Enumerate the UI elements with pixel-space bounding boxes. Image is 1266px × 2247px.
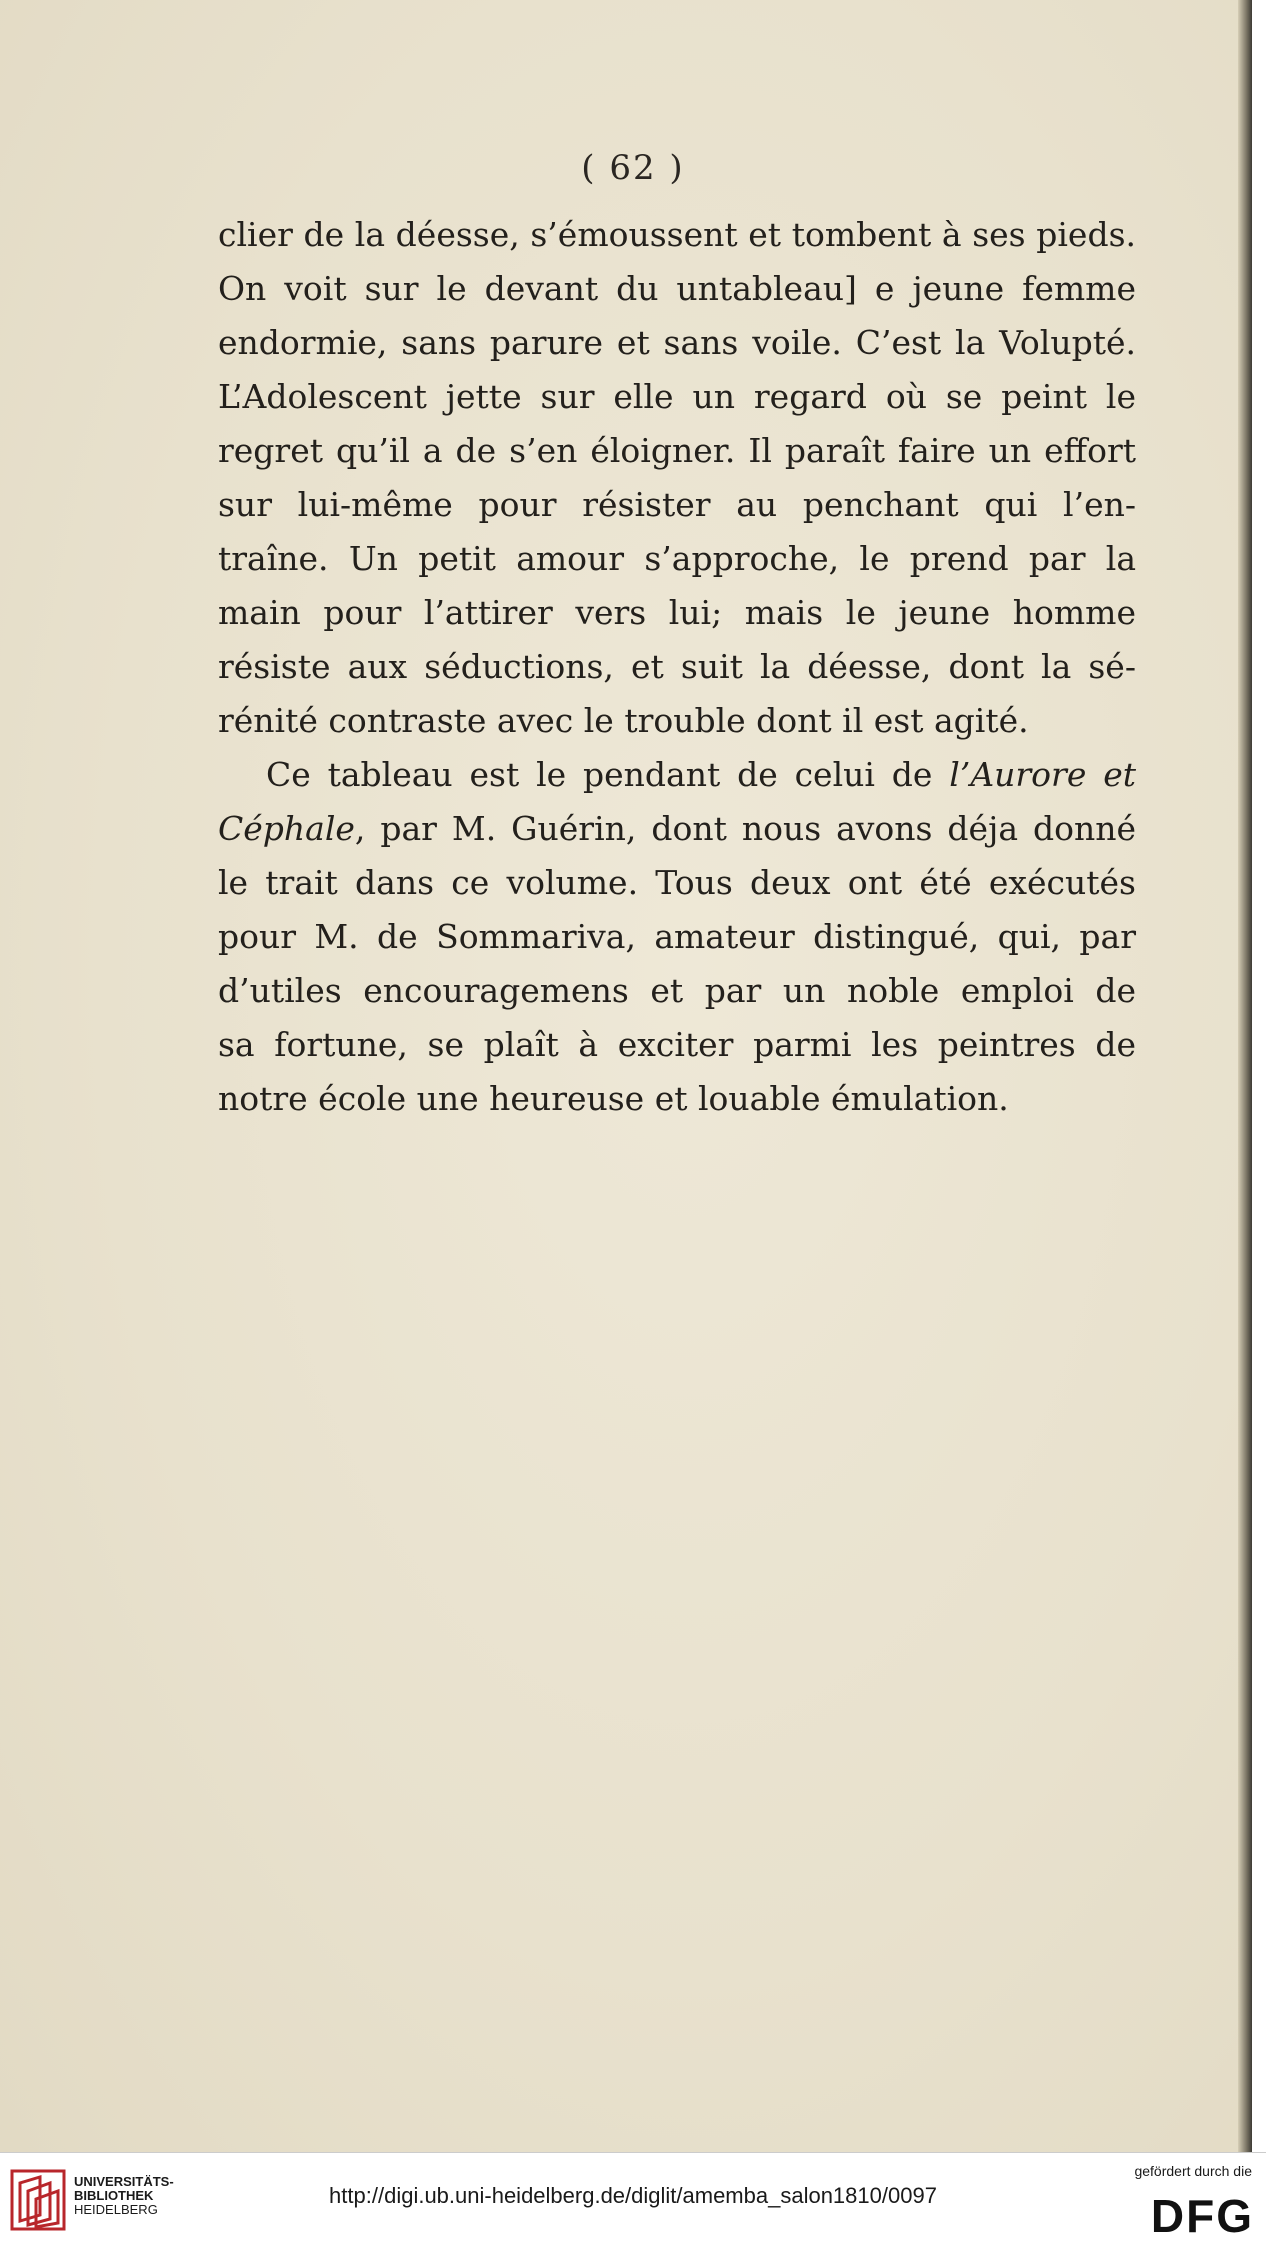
text-line: sa fortune, se plaît à exciter parmi les peintres de [218, 1025, 1136, 1064]
text-segment: Ce tableau est le pendant de celui de [266, 755, 933, 794]
text-line: résiste aux séductions, et suit la déesse, dont la sé- [218, 647, 1136, 686]
text-line: main pour l’attirer vers lui; mais le jeune homme [218, 593, 1136, 632]
text-segment: , par M. Guérin, dont nous avons déja donné [354, 809, 1136, 848]
text-line: le trait dans ce volume. Tous deux ont été exécutés [218, 863, 1136, 902]
italic-title: Céphale [218, 809, 355, 848]
text-line: d’utiles encouragemens et par un noble emploi de [218, 971, 1136, 1010]
page-edge-shadow [1238, 0, 1252, 2152]
text-line: regret qu’il a de s’en éloigner. Il paraît faire un effort [218, 431, 1136, 470]
body-text [218, 208, 1136, 1126]
text-line: L’Adolescent jette sur elle un regard où se peint le [218, 377, 1136, 416]
text-line [218, 802, 1136, 856]
library-name-line: BIBLIOTHEK [74, 2188, 154, 2203]
dfg-logo: DFG [1150, 2190, 1254, 2242]
funding-note: gefördert durch die [1134, 2163, 1252, 2179]
text-line: On voit sur le devant du untableau] e jeune femme [218, 269, 1136, 308]
text-line: traîne. Un petit amour s’approche, le prend par la [218, 539, 1136, 578]
italic-title: l’Aurore et [949, 755, 1136, 794]
footer-bar [0, 2152, 1266, 2247]
library-name-line: UNIVERSITÄTS- [74, 2174, 174, 2189]
source-url-link[interactable]: http://digi.ub.uni-heidelberg.de/diglit/amemba_salon1810/0097 [329, 2183, 937, 2208]
page-number: ( 62 ) [581, 148, 685, 188]
text-line: endormie, sans parure et sans voile. C’est la Volupté. [218, 323, 1136, 362]
text-line: sur lui-même pour résister au penchant qui l’en- [218, 485, 1136, 524]
text-line: pour M. de Sommariva, amateur distingué, qui, par [218, 917, 1136, 956]
text-line: rénité contraste avec le trouble dont il est agité. [218, 701, 1029, 740]
text-line: notre école une heureuse et louable émulation. [218, 1079, 1009, 1118]
text-line: clier de la déesse, s’émoussent et tombent à ses pieds. [218, 215, 1136, 254]
text-line [218, 748, 1136, 802]
library-name-line: HEIDELBERG [74, 2202, 158, 2217]
